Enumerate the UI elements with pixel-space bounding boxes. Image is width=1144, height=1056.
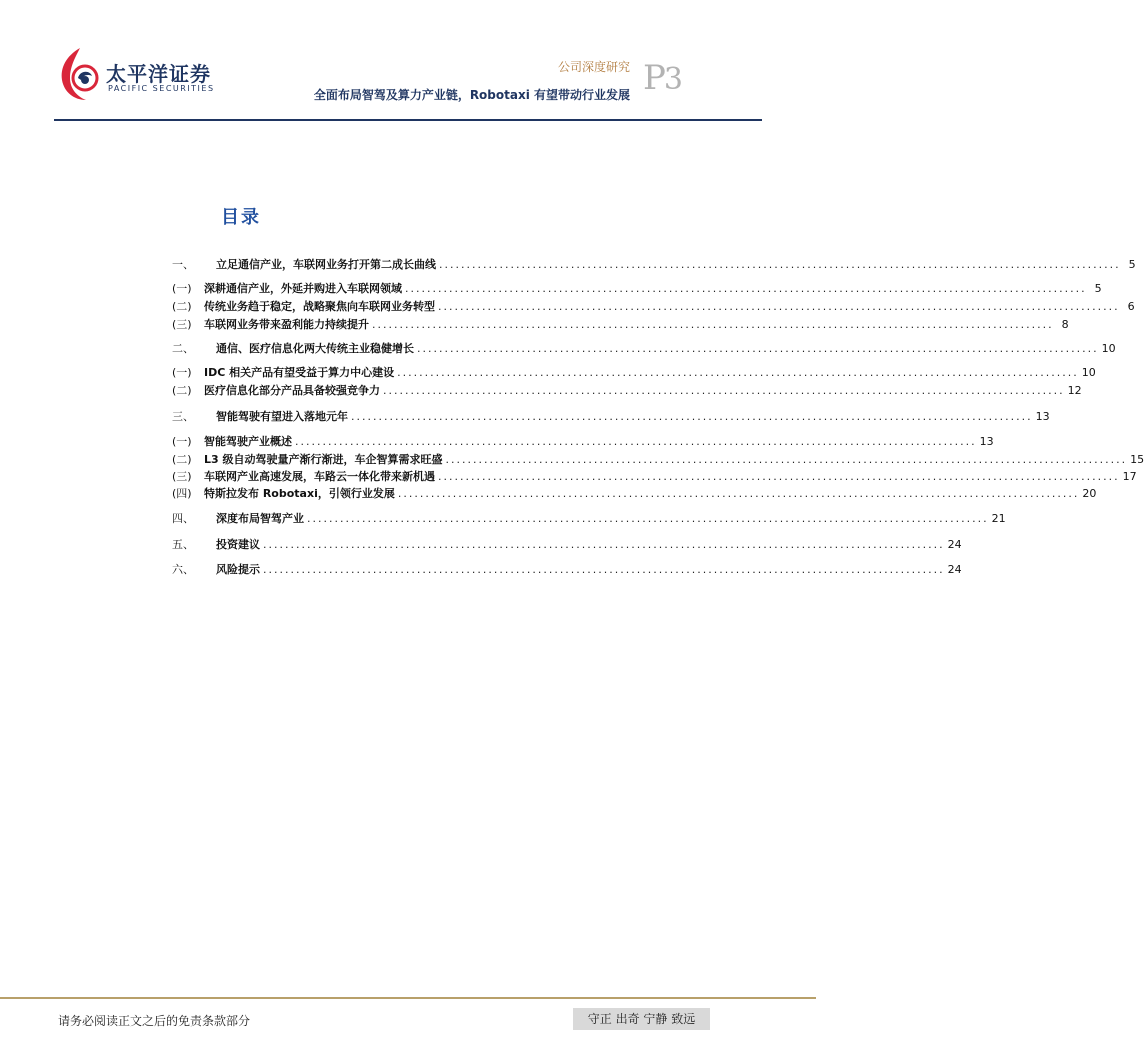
toc-leader-dots: ............................................................................................................................ <box>351 409 1033 423</box>
footer-disclaimer: 请务必阅读正文之后的免责条款部分 <box>58 1014 251 1028</box>
toc-entry-title: 智能驾驶有望进入落地元年 <box>216 410 348 423</box>
toc-entry-number: 一、 <box>172 258 194 271</box>
toc-entry-title: 传统业务趋于稳定，战略聚焦向车联网业务转型 <box>204 300 435 313</box>
toc-entry-page: 8 <box>1061 317 1069 331</box>
toc-entry-number: (四) <box>172 487 192 500</box>
toc-entry-number: (二) <box>172 384 192 397</box>
toc-entry[interactable] <box>172 536 962 552</box>
toc-entry-number: (二) <box>172 300 192 313</box>
toc-entry-title: 深度布局智驾产业 <box>216 512 304 525</box>
toc-entry-number: 二、 <box>172 342 194 355</box>
toc-entry[interactable] <box>172 340 1116 356</box>
toc-entry-page: 20 <box>1082 486 1097 500</box>
page-letter: P <box>643 58 664 98</box>
toc-entry-title: 智能驾驶产业概述 <box>204 435 292 448</box>
toc-entry-number: (一) <box>172 282 192 295</box>
toc-entry-number: (一) <box>172 366 192 379</box>
pacific-securities-emblem-icon <box>56 42 104 106</box>
toc-entry-page: 15 <box>1130 452 1144 466</box>
toc-leader-dots: ............................................................................................................................ <box>263 562 945 576</box>
footer-slogan: 守正 出奇 宁静 致远 <box>573 1008 710 1030</box>
toc-entry-number: 六、 <box>172 563 194 576</box>
toc-leader-dots: ............................................................................................................................ <box>307 511 989 525</box>
toc-leader-dots: ............................................................................................................................ <box>372 317 1054 331</box>
toc-entry[interactable] <box>172 510 1006 526</box>
toc-entry-page: 24 <box>947 537 962 551</box>
toc-entry-title: 风险提示 <box>216 563 260 576</box>
toc-leader-dots: ............................................................................................................................ <box>417 341 1099 355</box>
toc-entry-number: 三、 <box>172 410 194 423</box>
header-divider <box>54 119 762 121</box>
logo-english-name: PACIFIC SECURITIES <box>108 84 215 93</box>
toc-leader-dots: ............................................................................................................................ <box>263 537 945 551</box>
toc-entry-page: 24 <box>947 562 962 576</box>
toc-entry[interactable] <box>172 256 1136 272</box>
page-number <box>643 58 681 98</box>
toc-leader-dots: ............................................................................................................................ <box>439 257 1121 271</box>
toc-entry-title: L3 级自动驾驶量产渐行渐进，车企智算需求旺盛 <box>204 453 443 466</box>
toc-entry-number: (二) <box>172 453 192 466</box>
logo-chinese-name: 太平洋证券 <box>106 62 211 86</box>
toc-entry-title: 立足通信产业，车联网业务打开第二成长曲线 <box>216 258 436 271</box>
toc-entry-number: 五、 <box>172 538 194 551</box>
toc-entry[interactable] <box>172 561 962 577</box>
toc-entry[interactable] <box>172 298 1135 314</box>
toc-leader-dots: ............................................................................................................................ <box>445 452 1128 466</box>
toc-entry-number: (一) <box>172 435 192 448</box>
toc-entry[interactable] <box>172 451 1144 467</box>
toc-entry-page: 5 <box>1128 257 1136 271</box>
toc-entry[interactable] <box>172 408 1050 424</box>
toc-leader-dots: ............................................................................................................................ <box>397 486 1080 500</box>
toc-entry-page: 10 <box>1081 365 1096 379</box>
toc-entry[interactable] <box>172 280 1102 296</box>
toc-entry[interactable] <box>172 382 1082 398</box>
toc-entry-number: 四、 <box>172 512 194 525</box>
toc-leader-dots: ............................................................................................................................ <box>383 383 1065 397</box>
toc-entry-page: 6 <box>1127 299 1135 313</box>
toc-entry-title: 通信、医疗信息化两大传统主业稳健增长 <box>216 342 414 355</box>
toc-entry-title: 车联网业务带来盈利能力持续提升 <box>204 318 369 331</box>
toc-entry-title: IDC 相关产品有望受益于算力中心建设 <box>204 366 395 379</box>
toc-entry-page: 13 <box>1035 409 1050 423</box>
toc-leader-dots: ............................................................................................................................ <box>438 469 1120 483</box>
toc-entry-page: 10 <box>1101 341 1116 355</box>
toc-entry-page: 13 <box>979 434 994 448</box>
page-digit: 3 <box>663 62 681 97</box>
toc-entry-page: 21 <box>991 511 1006 525</box>
report-type: 公司深度研究 <box>557 60 630 74</box>
toc-entry-number: (三) <box>172 470 192 483</box>
toc-entry-title: 深耕通信产业，外延并购进入车联网领域 <box>204 282 402 295</box>
toc-leader-dots: ............................................................................................................................ <box>295 434 977 448</box>
toc-entry-page: 12 <box>1067 383 1082 397</box>
toc-entry-page: 17 <box>1122 469 1137 483</box>
company-logo <box>56 42 236 106</box>
toc-entry[interactable] <box>172 485 1097 501</box>
toc-entry-title: 特斯拉发布 Robotaxi，引领行业发展 <box>204 487 395 500</box>
toc-entry-title: 车联网产业高速发展，车路云一体化带来新机遇 <box>204 470 435 483</box>
toc-entry[interactable] <box>172 433 994 449</box>
toc-title: 目录 <box>221 207 261 228</box>
toc-entry-title: 投资建议 <box>216 538 260 551</box>
toc-entry-title: 医疗信息化部分产品具备较强竞争力 <box>204 384 380 397</box>
report-title: 全面布局智驾及算力产业链，Robotaxi 有望带动行业发展 <box>313 88 630 102</box>
toc-leader-dots: ............................................................................................................................ <box>397 365 1079 379</box>
toc-entry[interactable] <box>172 468 1137 484</box>
toc-leader-dots: ............................................................................................................................ <box>438 299 1120 313</box>
toc-leader-dots: ............................................................................................................................ <box>405 281 1087 295</box>
toc-entry[interactable] <box>172 364 1096 380</box>
toc-entry[interactable] <box>172 316 1069 332</box>
toc-entry-number: (三) <box>172 318 192 331</box>
toc-entry-page: 5 <box>1094 281 1102 295</box>
footer-divider <box>0 997 816 999</box>
